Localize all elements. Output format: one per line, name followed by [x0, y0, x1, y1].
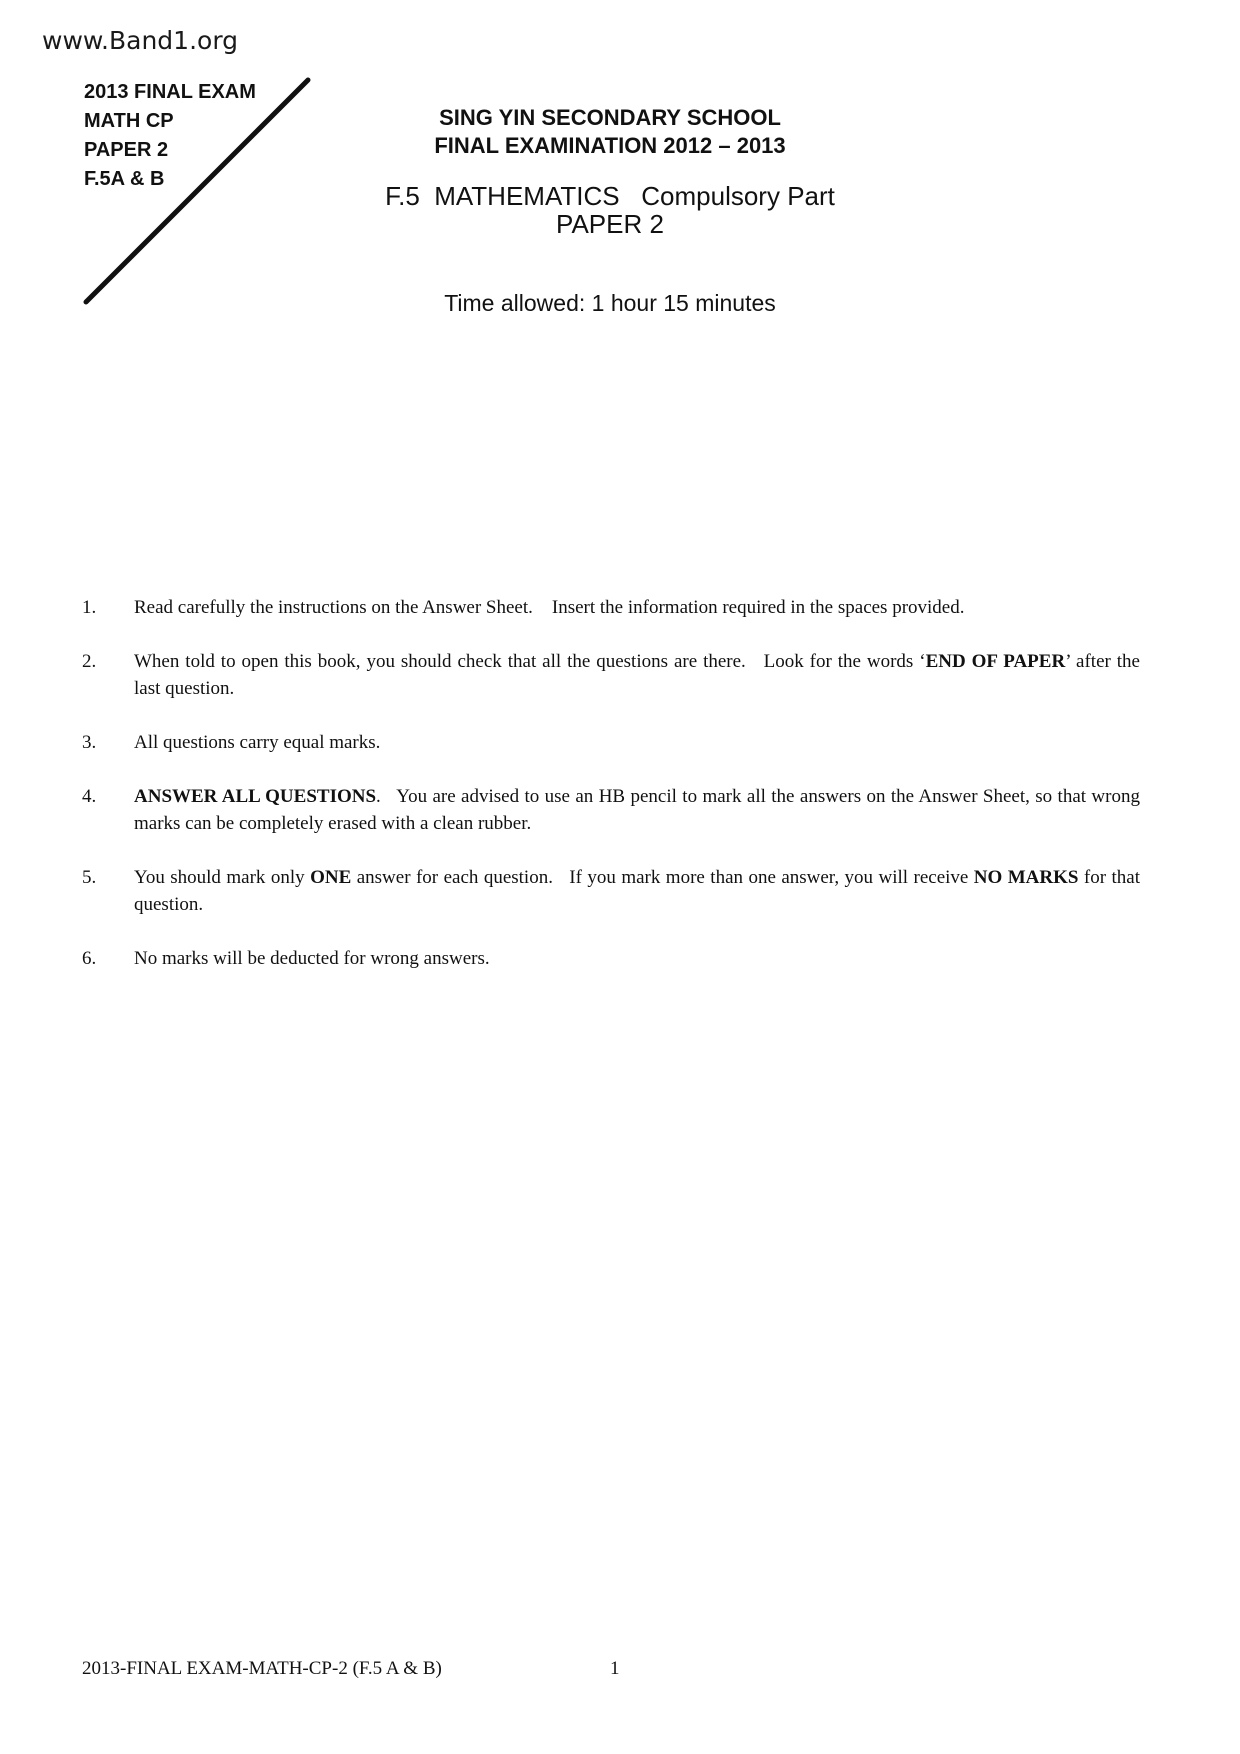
exam-title: FINAL EXAMINATION 2012 – 2013: [434, 133, 786, 158]
instruction-number: 2.: [82, 651, 97, 672]
instruction-number: 4.: [82, 786, 97, 807]
instruction-text-part: ’ after the last question.: [134, 651, 1140, 699]
instructions-list: [82, 594, 1145, 999]
instruction-item: [82, 864, 1145, 918]
instruction-text: [134, 945, 1140, 972]
instruction-bold-part: END OF PAPER: [925, 651, 1066, 672]
school-name: SING YIN SECONDARY SCHOOL: [439, 105, 781, 130]
instruction-text-part: . You are advised to use an HB pencil to mark all the answers on the Answer Sheet, so that wrong marks can be completely erased with a clean rubber.: [134, 786, 1145, 834]
subject-title: F.5 MATHEMATICS Compulsory Part: [385, 181, 835, 211]
instruction-number: 5.: [82, 867, 97, 888]
corner-label-line: PAPER 2: [84, 139, 169, 161]
instruction-item: [82, 783, 1145, 837]
instruction-item: [82, 729, 1140, 756]
instruction-text: [134, 783, 1145, 837]
instruction-item: [82, 945, 1140, 972]
instruction-bold-part: ONE: [310, 867, 352, 888]
instruction-text-part: Read carefully the instructions on the Answer Sheet. Insert the information required in the spaces provided.: [134, 597, 965, 618]
instruction-text-part: for that question.: [134, 867, 1145, 915]
instruction-text-part: All questions carry equal marks.: [134, 732, 381, 753]
instruction-item: [82, 594, 1140, 621]
instruction-text: [134, 729, 1140, 756]
instruction-item: [82, 648, 1140, 702]
watermark-text: www.Band1.org: [42, 26, 239, 55]
instruction-text-part: You should mark only: [134, 867, 311, 888]
instruction-text: [134, 864, 1145, 918]
paper-title: PAPER 2: [556, 209, 664, 239]
instruction-text-part: No marks will be deducted for wrong answers.: [134, 948, 490, 969]
corner-label-line: MATH CP: [84, 110, 174, 132]
instruction-number: 6.: [82, 948, 97, 969]
footer-exam-code: 2013-FINAL EXAM-MATH-CP-2 (F.5 A & B): [82, 1658, 442, 1679]
instruction-number: 3.: [82, 732, 97, 753]
exam-header: [330, 104, 890, 317]
corner-label-line: F.5A & B: [84, 168, 165, 190]
page-number: 1: [610, 1658, 620, 1679]
instruction-text-part: answer for each question. If you mark more than one answer, you will receive: [351, 867, 974, 888]
instruction-text: [134, 594, 1140, 621]
instruction-bold-part: NO MARKS: [973, 867, 1079, 888]
instruction-bold-part: ANSWER ALL QUESTIONS: [134, 786, 377, 807]
instruction-text: [134, 648, 1140, 702]
instruction-text-part: When told to open this book, you should check that all the questions are there. Look for the words ‘: [134, 651, 926, 672]
corner-label-line: 2013 FINAL EXAM: [84, 81, 256, 103]
slash-stroke: [86, 80, 308, 302]
time-allowed: Time allowed: 1 hour 15 minutes: [444, 290, 776, 316]
instruction-number: 1.: [82, 597, 97, 618]
diagonal-slash-line: [0, 0, 320, 320]
